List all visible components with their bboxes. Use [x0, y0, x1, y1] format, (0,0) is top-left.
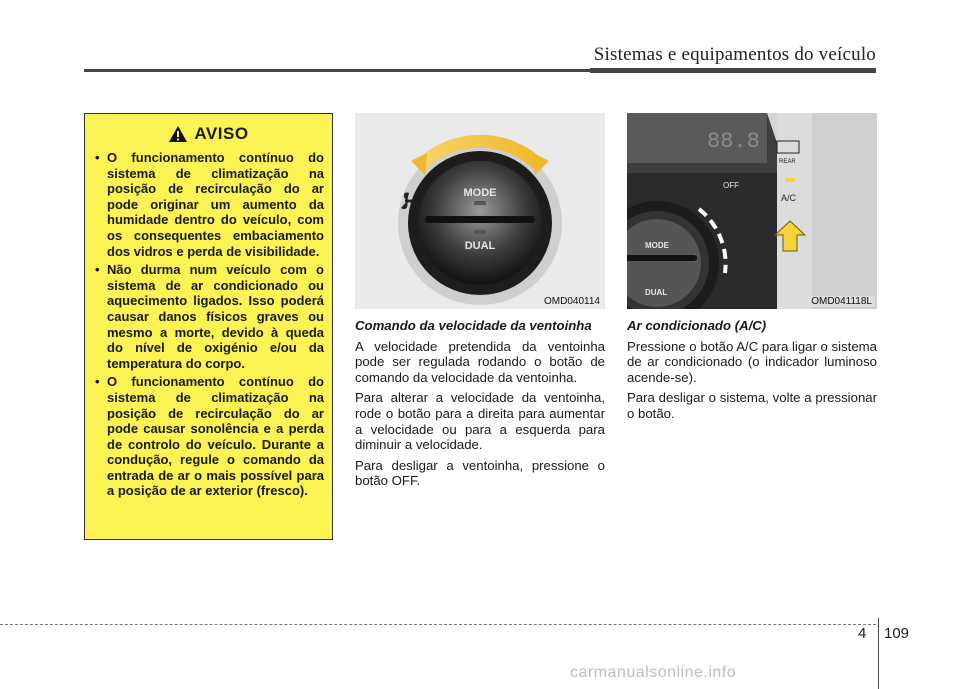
bullet: • — [95, 150, 100, 165]
ac-indicator-light — [785, 178, 795, 182]
paragraph: Para alterar a velocidade da ventoinha, rode o botão para a direita para aumentar a velocidade ou para a esquerda para diminuir a velocidade. — [355, 390, 605, 453]
warning-title: AVISO — [194, 124, 249, 143]
chapter-number: 4 — [858, 625, 867, 642]
mode-label: MODE — [463, 187, 497, 199]
figure-code: OMD041118L — [808, 296, 875, 307]
dual-label: DUAL — [464, 240, 496, 252]
fan-knob-illustration — [355, 113, 605, 309]
paragraph: Para desligar o sistema, volte a pressionar o botão. — [627, 390, 877, 421]
warning-box — [84, 113, 333, 540]
paragraph: Pressione o botão A/C para ligar o sistema de ar condicionado (o indicador luminoso acende-se). — [627, 338, 877, 385]
section-title: Comando da velocidade da ventoinha — [355, 318, 592, 333]
dual-label: DUAL — [645, 288, 668, 297]
fan-speed-section — [355, 318, 605, 494]
warning-item — [93, 374, 324, 499]
warning-triangle-icon — [168, 125, 188, 143]
warning-list — [93, 150, 324, 499]
ac-section — [627, 318, 877, 427]
paragraph: Para desligar a ventoinha, pressione o botão OFF. — [355, 457, 605, 489]
section-title: Ar condicionado (A/C) — [627, 318, 767, 333]
warning-text: O funcionamento contínuo do sistema de climatização na posição de recirculação do ar pode originar um aumento da humidade dentro do veículo, com os consequentes embaciamento dos vidros e perda de visibilidade. — [107, 150, 324, 259]
header-rule-accent — [590, 68, 876, 73]
ac-panel-figure — [627, 113, 877, 309]
page-number: 109 — [884, 625, 910, 642]
section-header: Sistemas e equipamentos do veículo — [593, 44, 876, 65]
ac-panel-illustration — [627, 113, 877, 309]
warning-item — [93, 262, 324, 371]
off-label: OFF — [723, 181, 739, 190]
warning-header — [93, 124, 324, 144]
mode-label: MODE — [645, 241, 669, 250]
warning-item — [93, 150, 324, 259]
fan-knob-figure — [355, 113, 605, 309]
figure-code: OMD040114 — [544, 296, 600, 307]
warning-text: O funcionamento contínuo do sistema de climatização na posição de recirculação do ar pode causar sonolência e a perda de controlo do veículo. Durante a condução, regule o comando da entrada de ar o mais possível para a posição de ar exterior (fresco). — [107, 374, 324, 499]
watermark: carmanualsonline.info — [570, 664, 737, 681]
bullet: • — [95, 374, 100, 390]
footer-rule — [0, 624, 876, 625]
footer-separator — [878, 618, 879, 689]
paragraph: A velocidade pretendida da ventoinha pode ser regulada rodando o botão de comando da velocidade da ventoinha. — [355, 338, 605, 385]
rear-label: REAR — [779, 159, 796, 165]
warning-text: Não durma num veículo com o sistema de ar condicionado ou aquecimento ligados. Isso poderá causar danos físicos graves ou mesmo a morte, devido à queda do nível de oxigénio e/ou da temperatura do corpo. — [107, 262, 324, 371]
ac-label: A/C — [781, 193, 797, 203]
svg-text:88.8: 88.8 — [707, 129, 760, 154]
bullet: • — [95, 262, 100, 278]
